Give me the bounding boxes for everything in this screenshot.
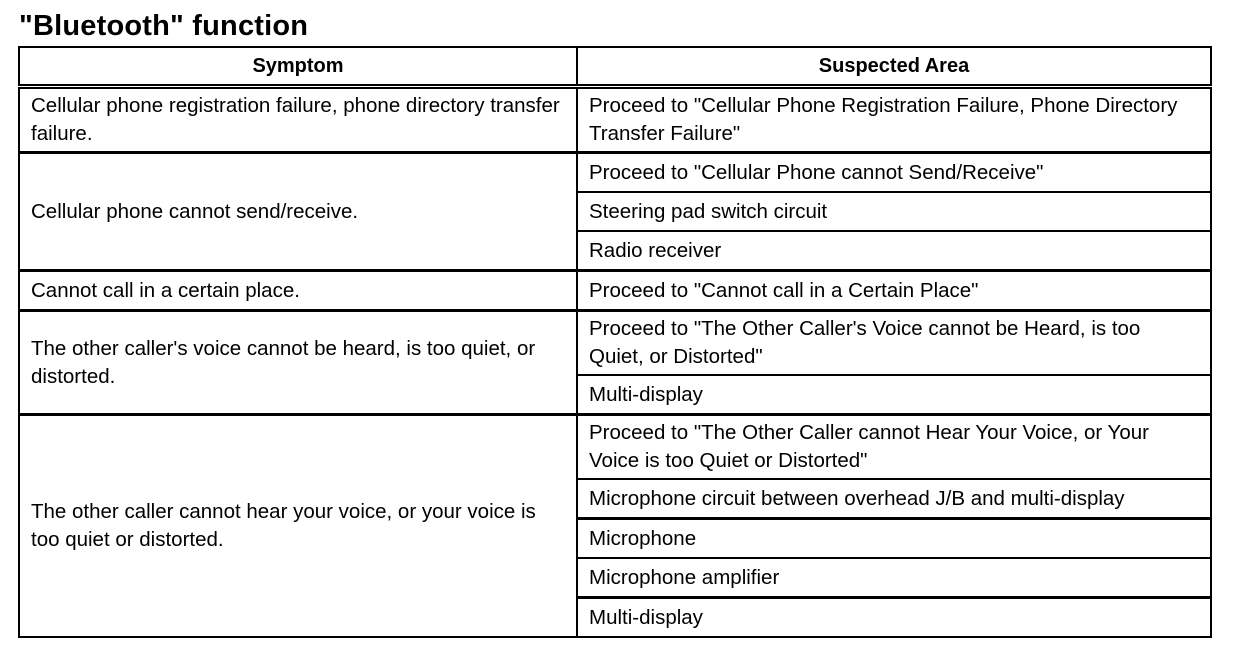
suspected-area-cell: Proceed to "The Other Caller cannot Hear Your Voice, or Your Voice is too Quiet or Distorted" [577,415,1211,480]
symptom-cell: The other caller's voice cannot be heard, is too quiet, or distorted. [19,311,577,415]
diagnosis-table [18,46,1212,638]
table-row [19,87,1211,153]
suspected-area-cell: Proceed to "Cannot call in a Certain Place" [577,271,1211,311]
suspected-area-cell: Steering pad switch circuit [577,192,1211,231]
symptom-cell: The other caller cannot hear your voice, or your voice is too quiet or distorted. [19,415,577,638]
table-header [19,47,1211,87]
table-row [19,415,1211,480]
symptom-cell: Cellular phone registration failure, phone directory transfer failure. [19,87,577,153]
table-row [19,153,1211,193]
table-row [19,311,1211,376]
table-row [19,271,1211,311]
table-body [19,87,1211,638]
suspected-area-cell: Multi-display [577,375,1211,415]
suspected-area-cell: Microphone [577,519,1211,559]
suspected-area-cell: Multi-display [577,598,1211,638]
suspected-area-cell: Radio receiver [577,231,1211,271]
symptom-cell: Cannot call in a certain place. [19,271,577,311]
header-row [19,47,1211,87]
suspected-area-cell: Proceed to "The Other Caller's Voice cannot be Heard, is too Quiet, or Distorted" [577,311,1211,376]
suspected-area-cell: Proceed to "Cellular Phone cannot Send/Receive" [577,153,1211,193]
symptom-cell: Cellular phone cannot send/receive. [19,153,577,271]
header-symptom: Symptom [19,47,577,87]
suspected-area-cell: Microphone amplifier [577,558,1211,598]
suspected-area-cell: Microphone circuit between overhead J/B and multi-display [577,479,1211,519]
header-suspected-area: Suspected Area [577,47,1211,87]
suspected-area-cell: Proceed to "Cellular Phone Registration Failure, Phone Directory Transfer Failure" [577,87,1211,153]
page-title: "Bluetooth" function [19,10,309,42]
